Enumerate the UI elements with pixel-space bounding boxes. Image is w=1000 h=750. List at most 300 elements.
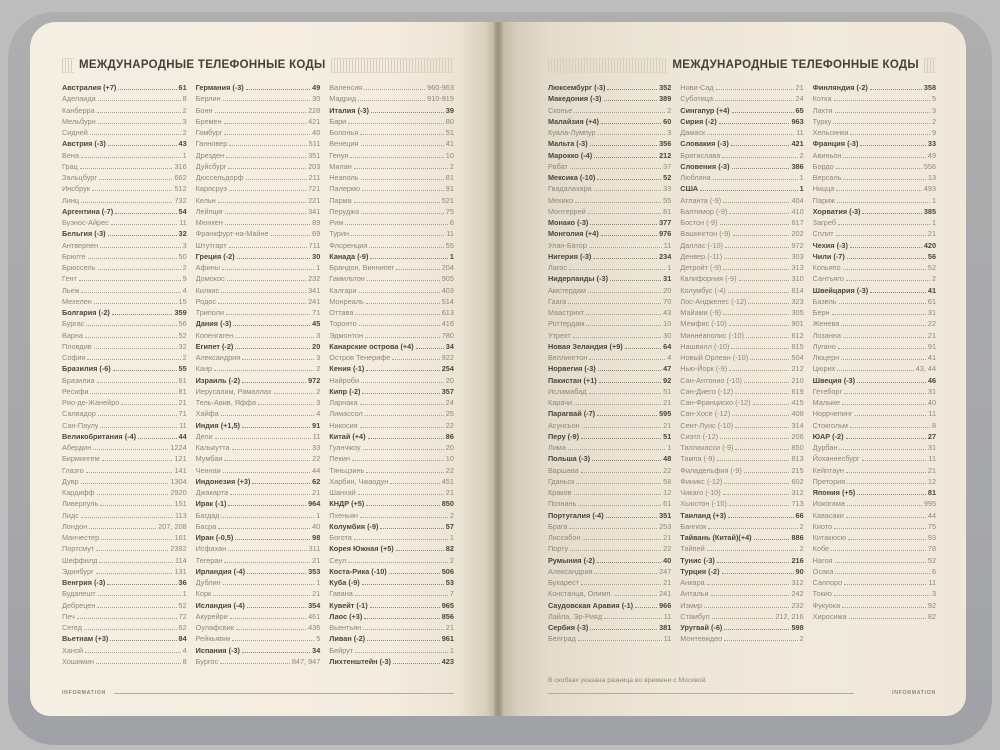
- entry-code: 234: [659, 251, 672, 261]
- dot-leader: [722, 157, 797, 158]
- dot-leader: [839, 303, 926, 304]
- entry-name: Лейпциг: [195, 206, 224, 216]
- entry-name: Турция (-2): [680, 566, 720, 576]
- city-row: [62, 297, 187, 308]
- entry-name: Бургос: [195, 656, 219, 666]
- city-row: [196, 544, 321, 555]
- entry-code: 232: [791, 600, 804, 610]
- entry-name: США: [680, 184, 699, 194]
- entry-code: 504: [791, 353, 804, 362]
- city-row: [329, 162, 454, 173]
- entry-code: 389: [659, 94, 672, 104]
- country-row: [329, 578, 454, 589]
- dot-leader: [224, 460, 310, 461]
- country-row: [813, 286, 936, 297]
- entry-code: 51: [445, 128, 454, 137]
- city-row: [196, 106, 321, 117]
- country-row: [813, 376, 936, 387]
- city-row: [813, 567, 936, 578]
- entry-name: Пхеньян: [329, 510, 358, 520]
- city-row: [62, 556, 187, 567]
- country-row: [196, 477, 321, 488]
- city-row: [680, 443, 803, 454]
- city-row: [329, 286, 454, 297]
- city-row: [196, 409, 321, 420]
- entry-name: Парма: [329, 195, 352, 205]
- dot-leader: [368, 438, 444, 439]
- entry-code: 31: [927, 308, 937, 317]
- entry-name: Лайла, Эр-Рияд: [547, 611, 603, 621]
- city-row: [813, 499, 936, 510]
- city-row: [196, 364, 321, 375]
- dot-leader: [138, 438, 176, 439]
- dot-leader: [589, 393, 662, 394]
- dot-leader: [744, 382, 789, 383]
- entry-code: 732: [174, 195, 187, 205]
- entry-code: 341: [308, 206, 321, 216]
- city-row: [329, 173, 454, 184]
- entry-name: Неаполь: [329, 173, 359, 182]
- entry-code: 2: [449, 510, 454, 520]
- entry-code: 451: [441, 476, 454, 486]
- entry-code: 52: [178, 600, 187, 610]
- entry-name: Мальта (-3): [547, 139, 588, 149]
- city-row: [329, 421, 454, 432]
- entry-code: 81: [927, 488, 937, 497]
- dot-leader: [221, 415, 315, 416]
- entry-name: Загреб: [812, 218, 836, 227]
- entry-code: 963: [791, 116, 804, 126]
- entry-code: 52: [927, 263, 937, 272]
- dot-leader: [744, 472, 790, 473]
- city-row: [62, 353, 187, 364]
- city-row: [62, 409, 187, 420]
- dot-leader: [857, 494, 926, 495]
- page-title: МЕЖДУНАРОДНЫЕ ТЕЛЕФОННЫЕ КОДЫ: [672, 59, 919, 71]
- entry-code: 514: [441, 296, 454, 306]
- entry-code: 11: [663, 611, 672, 621]
- city-row: [548, 443, 671, 454]
- dot-leader: [731, 145, 790, 146]
- dot-leader: [576, 483, 661, 484]
- entry-name: Осака: [812, 566, 834, 576]
- entry-name: Болонья: [329, 128, 359, 137]
- city-row: [548, 421, 671, 432]
- entry-name: Остров Тенерифе: [329, 353, 391, 362]
- dot-leader: [218, 202, 306, 203]
- entry-name: Скопье: [547, 105, 573, 115]
- dot-leader: [836, 168, 922, 169]
- dot-leader: [724, 483, 789, 484]
- entry-code: 57: [445, 521, 454, 531]
- dot-leader: [735, 393, 789, 394]
- dot-leader: [100, 247, 180, 248]
- entry-code: 70: [663, 296, 672, 306]
- city-row: [196, 196, 321, 207]
- dot-leader: [90, 134, 181, 135]
- entry-code: 614: [791, 285, 804, 295]
- city-row: [813, 297, 936, 308]
- dot-leader: [222, 269, 314, 270]
- entry-code: 66: [795, 510, 804, 520]
- country-row: [62, 578, 187, 589]
- dot-leader: [227, 280, 306, 281]
- entry-code: 90: [795, 566, 804, 576]
- dot-leader: [355, 314, 439, 315]
- dot-leader: [735, 427, 789, 428]
- entry-code: 20: [663, 285, 672, 295]
- entry-name: Харбин, Чжаодун: [329, 476, 389, 486]
- city-row: [548, 589, 671, 600]
- entry-name: Малайзия (+4): [547, 116, 599, 126]
- entry-name: Канарские острова (+4): [329, 341, 414, 351]
- dot-leader: [224, 562, 310, 563]
- dot-leader: [354, 539, 448, 540]
- dot-leader: [362, 190, 444, 191]
- city-row: [196, 184, 321, 195]
- entry-code: 22: [663, 544, 672, 554]
- city-row: [813, 387, 936, 398]
- entry-code: 33: [663, 184, 672, 194]
- entry-code: 311: [308, 544, 321, 554]
- entry-code: 9: [182, 274, 187, 284]
- entry-name: Австралия (+7): [62, 83, 117, 92]
- city-row: [813, 364, 936, 375]
- dot-leader: [226, 157, 306, 158]
- dot-leader: [213, 595, 310, 596]
- entry-name: Бразилиа: [62, 375, 95, 385]
- dot-leader: [711, 595, 790, 596]
- codes-column: [813, 83, 936, 623]
- entry-name: Брага: [547, 521, 568, 531]
- entry-name: Канада (-9): [329, 251, 369, 261]
- entry-code: 1: [449, 251, 454, 261]
- entry-code: 41: [927, 285, 937, 295]
- city-row: [680, 488, 803, 499]
- country-row: [548, 364, 671, 375]
- dot-leader: [588, 292, 661, 293]
- country-row: [548, 376, 671, 387]
- entry-code: 995: [923, 499, 937, 509]
- city-row: [196, 578, 321, 589]
- entry-code: 45: [312, 319, 321, 329]
- entry-name: Сан-Хосе (-12): [680, 409, 731, 419]
- city-row: [62, 319, 187, 330]
- entry-code: 1: [667, 263, 672, 272]
- dot-leader: [849, 618, 926, 619]
- city-row: [813, 263, 936, 274]
- city-row: [548, 477, 671, 488]
- dot-leader: [229, 247, 307, 248]
- entry-name: Йоханнесбург: [812, 454, 860, 464]
- dot-leader: [96, 663, 181, 664]
- entry-name: Корк: [195, 589, 212, 599]
- entry-name: Калгари: [329, 285, 357, 295]
- city-row: [548, 544, 671, 555]
- entry-name: Иран (-0,5): [195, 533, 234, 542]
- dot-leader: [590, 629, 657, 630]
- city-row: [680, 499, 803, 510]
- entry-name: Израиль (-2): [195, 375, 241, 385]
- entry-code: 1: [182, 150, 187, 160]
- city-row: [196, 398, 321, 409]
- entry-code: 21: [927, 229, 937, 239]
- entry-name: Дюссельдорф: [195, 173, 244, 182]
- entry-code: 64: [663, 341, 672, 351]
- entry-name: Будапешт: [62, 589, 96, 599]
- entry-code: 22: [445, 465, 454, 475]
- entry-name: Испания (-3): [195, 645, 240, 655]
- dot-leader: [247, 607, 306, 608]
- entry-code: 386: [791, 161, 804, 171]
- entry-name: Египет (-2): [195, 341, 234, 351]
- entry-code: 3: [667, 128, 672, 137]
- entry-code: 2: [799, 544, 804, 554]
- city-row: [196, 173, 321, 184]
- city-row: [813, 173, 936, 184]
- entry-name: Лахти: [812, 105, 833, 115]
- dot-leader: [84, 629, 177, 630]
- city-row: [813, 353, 936, 364]
- dot-leader: [728, 517, 793, 518]
- dot-leader: [112, 314, 173, 315]
- dot-leader: [390, 483, 439, 484]
- city-row: [680, 454, 803, 465]
- entry-code: 662: [174, 173, 187, 182]
- entry-name: Зальцбург: [62, 173, 98, 182]
- entry-name: Претория: [812, 476, 846, 486]
- entry-name: Карачи: [547, 398, 573, 407]
- entry-code: 56: [178, 319, 187, 329]
- dot-leader: [724, 629, 789, 630]
- dot-leader: [362, 393, 439, 394]
- dot-leader: [842, 607, 926, 608]
- dot-leader: [365, 415, 444, 416]
- entry-code: 55: [663, 195, 672, 205]
- city-row: [329, 477, 454, 488]
- entry-name: Милан: [329, 161, 352, 171]
- entry-name: Лимассол: [329, 409, 363, 419]
- city-row: [813, 319, 936, 330]
- dot-leader: [847, 258, 926, 259]
- entry-code: 30: [312, 251, 321, 261]
- city-row: [813, 398, 936, 409]
- entry-name: Иерусалим, Рамаллах: [195, 386, 272, 396]
- entry-code: 21: [795, 83, 804, 92]
- entry-code: 216: [791, 555, 804, 565]
- city-row: [680, 308, 803, 319]
- entry-name: Гавана: [329, 589, 353, 599]
- dot-leader: [569, 269, 665, 270]
- entry-code: 161: [174, 533, 187, 542]
- entry-name: Сиэтл (-12): [680, 431, 719, 441]
- entry-name: Дрезден: [195, 150, 225, 160]
- city-row: [548, 488, 671, 499]
- dot-leader: [590, 224, 657, 225]
- city-row: [62, 241, 187, 252]
- city-row: [329, 376, 454, 387]
- entry-name: Ирландия (-4): [195, 566, 246, 576]
- entry-name: Килкис: [195, 285, 220, 295]
- country-row: [196, 319, 321, 330]
- codes-column: [329, 83, 454, 668]
- entry-name: Китай (+4): [329, 431, 366, 441]
- entry-name: Токио: [812, 589, 832, 599]
- entry-code: 410: [791, 206, 804, 216]
- dot-leader: [836, 190, 921, 191]
- page-title: МЕЖДУНАРОДНЫЕ ТЕЛЕФОННЫЕ КОДЫ: [79, 59, 326, 71]
- entry-code: 58: [663, 476, 672, 486]
- entry-code: 21: [445, 623, 454, 632]
- entry-name: Куала-Лумпур: [547, 128, 596, 137]
- entry-name: Япония (+5): [812, 488, 856, 497]
- entry-code: 922: [441, 353, 454, 362]
- dot-leader: [97, 607, 176, 608]
- dot-leader: [98, 100, 181, 101]
- entry-name: Сидней: [62, 128, 88, 137]
- dot-leader: [92, 190, 173, 191]
- entry-code: 30: [312, 94, 321, 104]
- dot-leader: [360, 427, 444, 428]
- country-row: [62, 229, 187, 240]
- entry-name: Кейптаун: [812, 465, 844, 475]
- city-row: [196, 657, 321, 668]
- entry-code: 972: [308, 375, 321, 385]
- dot-leader: [846, 438, 926, 439]
- country-row: [548, 342, 671, 353]
- city-row: [813, 331, 936, 342]
- entry-code: 62: [178, 623, 187, 632]
- entry-code: 511: [308, 139, 321, 149]
- entry-code: 51: [663, 386, 672, 396]
- entry-code: 212: [791, 364, 804, 374]
- entry-name: Кельн: [195, 195, 216, 205]
- dot-leader: [370, 607, 440, 608]
- entry-code: 2: [449, 555, 454, 565]
- entry-code: 69: [312, 229, 321, 239]
- dot-leader: [98, 595, 181, 596]
- dot-leader: [354, 168, 448, 169]
- dot-leader: [233, 325, 310, 326]
- city-row: [329, 353, 454, 364]
- entry-name: Найроби: [329, 375, 360, 385]
- dot-leader: [81, 157, 181, 158]
- entry-code: 141: [174, 465, 187, 475]
- dot-leader: [754, 539, 790, 540]
- entry-name: Портсмут: [62, 544, 95, 554]
- dot-leader: [601, 123, 661, 124]
- country-row: [196, 533, 321, 544]
- city-row: [548, 319, 671, 330]
- dot-leader: [604, 100, 658, 101]
- city-row: [548, 162, 671, 173]
- dot-leader: [354, 202, 440, 203]
- entry-code: 40: [312, 128, 321, 137]
- entry-name: Кения (-1): [329, 364, 365, 374]
- entry-name: Пловдив: [62, 341, 92, 351]
- dot-leader: [225, 224, 310, 225]
- country-row: [329, 432, 454, 443]
- dot-leader: [704, 607, 789, 608]
- entry-name: Корея Южная (+5): [329, 544, 394, 554]
- city-row: [196, 387, 321, 398]
- entry-name: Бремен: [195, 116, 222, 126]
- entry-code: 403: [441, 285, 454, 295]
- dot-leader: [348, 562, 448, 563]
- entry-name: Турин: [329, 229, 350, 239]
- entry-code: 24: [795, 94, 804, 104]
- entry-code: 49: [312, 83, 321, 92]
- entry-name: Родос: [195, 296, 217, 306]
- entry-name: Хельсинки: [812, 128, 849, 137]
- entry-code: 972: [791, 240, 804, 250]
- time-difference-note: В скобках указана разница во времени с Москвой.: [547, 677, 708, 684]
- entry-name: Финляндия (-2): [812, 83, 868, 92]
- city-row: [813, 409, 936, 420]
- entry-name: Краков: [547, 488, 572, 497]
- city-row: [196, 623, 321, 634]
- entry-code: 2: [182, 128, 187, 137]
- entry-name: Детройт (-9): [680, 263, 722, 272]
- dot-leader: [833, 123, 930, 124]
- entry-name: Австрия (-3): [62, 139, 106, 149]
- entry-code: 2: [449, 161, 454, 171]
- country-row: [813, 83, 936, 94]
- entry-code: 415: [791, 398, 804, 407]
- entry-name: Мюнхен: [195, 218, 223, 227]
- entry-name: Бари: [329, 116, 347, 126]
- entry-code: 21: [663, 578, 672, 587]
- entry-code: 976: [659, 229, 672, 239]
- city-row: [62, 94, 187, 105]
- dot-leader: [589, 247, 662, 248]
- city-row: [680, 421, 803, 432]
- entry-name: Бордо: [812, 161, 834, 171]
- dot-leader: [717, 562, 790, 563]
- country-row: [813, 252, 936, 263]
- entry-name: Швеция (-3): [812, 375, 856, 385]
- entry-name: Гаага: [547, 296, 567, 306]
- dot-leader: [717, 460, 790, 461]
- city-row: [813, 612, 936, 623]
- city-row: [329, 241, 454, 252]
- entry-name: Гвадалахара: [547, 184, 592, 194]
- dot-leader: [846, 517, 926, 518]
- entry-name: Сан-Паулу: [62, 420, 99, 430]
- entry-name: София: [62, 353, 86, 362]
- dot-leader: [392, 359, 439, 360]
- entry-code: 6: [449, 218, 454, 227]
- city-row: [62, 544, 187, 555]
- dot-leader: [79, 280, 181, 281]
- dot-leader: [225, 213, 306, 214]
- entry-name: Брюссель: [62, 263, 96, 272]
- entry-code: 2: [182, 353, 187, 362]
- entry-name: Филадельфия (-9): [680, 465, 742, 475]
- dot-leader: [96, 550, 168, 551]
- entry-code: 965: [441, 600, 454, 610]
- city-row: [680, 297, 803, 308]
- country-row: [548, 229, 671, 240]
- dot-leader: [359, 325, 440, 326]
- entry-code: 32: [178, 341, 187, 351]
- entry-name: Финикс (-12): [680, 476, 723, 486]
- entry-code: 121: [174, 454, 187, 464]
- dot-leader: [723, 314, 789, 315]
- entry-name: Порту: [547, 544, 569, 554]
- entry-code: 21: [663, 420, 672, 430]
- entry-code: 711: [308, 240, 321, 250]
